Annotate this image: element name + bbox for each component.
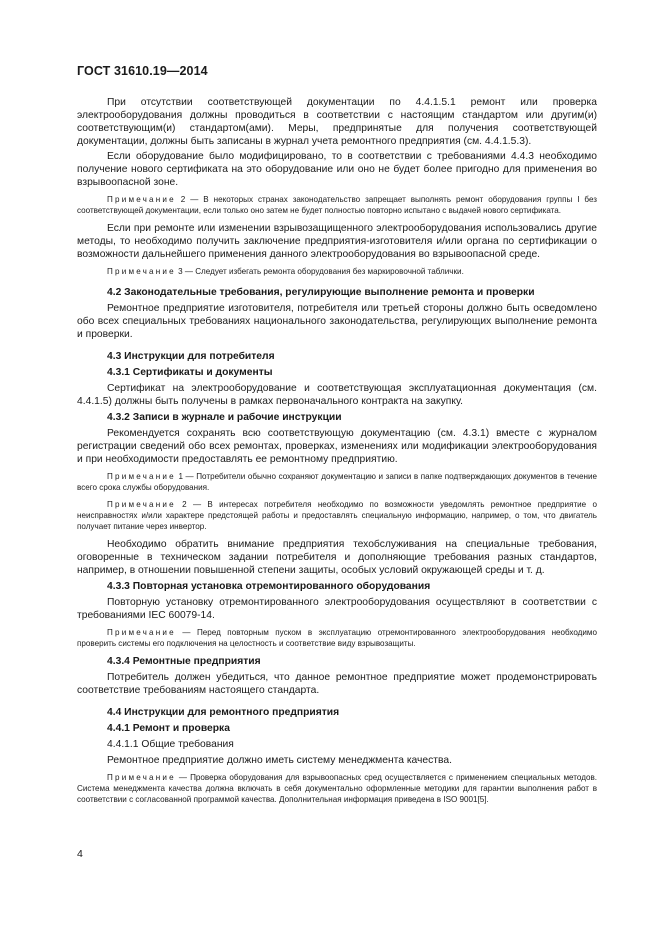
note-label: Примечание [107,500,176,509]
subsection-heading: 4.4.1 Ремонт и проверка [107,723,230,734]
section-heading: 4.3 Инструкции для потребителя [107,351,275,362]
section-heading: 4.4 Инструкции для ремонтного предприятия [107,707,340,718]
note [77,772,597,805]
paragraph: Рекомендуется сохранять всю соответствующую документацию (см. 4.3.1) вместе с журналом регистрации сведений обо всех ремонтах, проверках, изменениях или модификации электрооборудования и при необходимости предоставлять ее ремонтному предприятию. [77,428,597,465]
paragraph: Ремонтное предприятие изготовителя, потребителя или третьей стороны должно быть осведомлено обо всех специальных требованиях национального законодательства, регулирующих выполнение ремонта и проверки. [77,303,597,340]
note-label: Примечание [107,267,176,276]
note [77,627,597,649]
subsection-heading: 4.3.4 Ремонтные предприятия [107,656,261,667]
section-heading: 4.2 Законодательные требования, регулирующие выполнение ремонта и проверки [107,287,535,298]
page-number: 4 [77,848,83,860]
note [77,194,597,216]
note-text: 1 — Потребители обычно сохраняют документацию и записи в папке подтверждающих документов в течение всего срока службы оборудования. [77,472,597,492]
subsubsection-heading: 4.4.1.1 Общие требования [107,739,234,750]
subsection-heading: 4.3.3 Повторная установка отремонтированного оборудования [107,581,431,592]
paragraph: Ремонтное предприятие должно иметь систему менеджмента качества. [107,755,452,766]
note-text: 3 — Следует избегать ремонта оборудования без маркировочной таблички. [175,267,464,276]
note-label: Примечание [107,472,176,481]
paragraph: Необходимо обратить внимание предприятия техобслуживания на специальные требования, оговоренные в техническом задании потребителя и дополняющие требования разных стандартов, например, в отношении повышенной степени защиты, особых условий окружающей среды и т. д. [77,539,597,576]
paragraph: Повторную установку отремонтированного электрооборудования осуществляют в соответствии с требованиями IEC 60079-14. [77,597,597,621]
note-text: — Перед повторным пуском в эксплуатацию отремонтированного электрооборудования необходимо проверить системы его подключения на целостность и соответствие виду взрывозащиты. [77,628,597,648]
note [77,266,597,277]
note-text: — Проверка оборудования для взрывоопасных сред осуществляется с применением специальных методов. Система менеджмента качества должна включать в себя документально оформленные методики для гарантии выполнения работ в соответствии с согласованной программой качества. Дополнительная информация приведена в ISO 9001[5]. [77,773,597,804]
note [77,471,597,493]
paragraph: Если оборудование было модифицировано, то в соответствии с требованиями 4.4.3 необходимо получение нового сертификата на это оборудование или оно не будет более пригодно для применения во взрывоопасной зоне. [77,151,597,188]
note-label: Примечание [107,195,176,204]
subsection-heading: 4.3.1 Сертификаты и документы [107,367,273,378]
document-body [77,96,597,811]
note-text: 2 — В интересах потребителя необходимо по возможности уведомлять ремонтное предприятие о неисправностях и/или характере предстоящей работы и предоставлять специальную информацию, например, о том, что двигатель получает питание через инвертор. [77,500,597,531]
note-label: Примечание [107,773,176,782]
paragraph: Сертификат на электрооборудование и соответствующая эксплуатационная документация (см. 4.4.1.5) должны быть получены в рамках первоначального контракта на закупку. [77,383,597,407]
paragraph: Если при ремонте или изменении взрывозащищенного электрооборудования использовались другие методы, то необходимо получить заключение предприятия-изготовителя и/или органа по сертификации о возможности дальнейшего применения данного электрооборудования во взрывоопасной среде. [77,223,597,260]
document-header: ГОСТ 31610.19—2014 [77,64,208,78]
note-label: Примечание [107,628,176,637]
note [77,499,597,532]
paragraph: При отсутствии соответствующей документации по 4.4.1.5.1 ремонт или проверка электрооборудования должны проводиться в соответствии с настоящим стандартом или другим(и) соответствующим(и) стандартом(ами). Меры, предпринятые для получения соответствующей документации, должны быть записаны в журнал учета ремонтного предприятия (см. 4.4.1.5.3). [77,97,597,147]
subsection-heading: 4.3.2 Записи в журнале и рабочие инструкции [107,412,342,423]
paragraph: Потребитель должен убедиться, что данное ремонтное предприятие может продемонстрировать соответствие требованиям настоящего стандарта. [77,672,597,696]
note-text: 2 — В некоторых странах законодательство запрещает выполнять ремонт оборудования группы I без соответствующей документации, если только оно затем не будет полностью повторно испытано с выдачей нового сертификата. [77,195,597,215]
